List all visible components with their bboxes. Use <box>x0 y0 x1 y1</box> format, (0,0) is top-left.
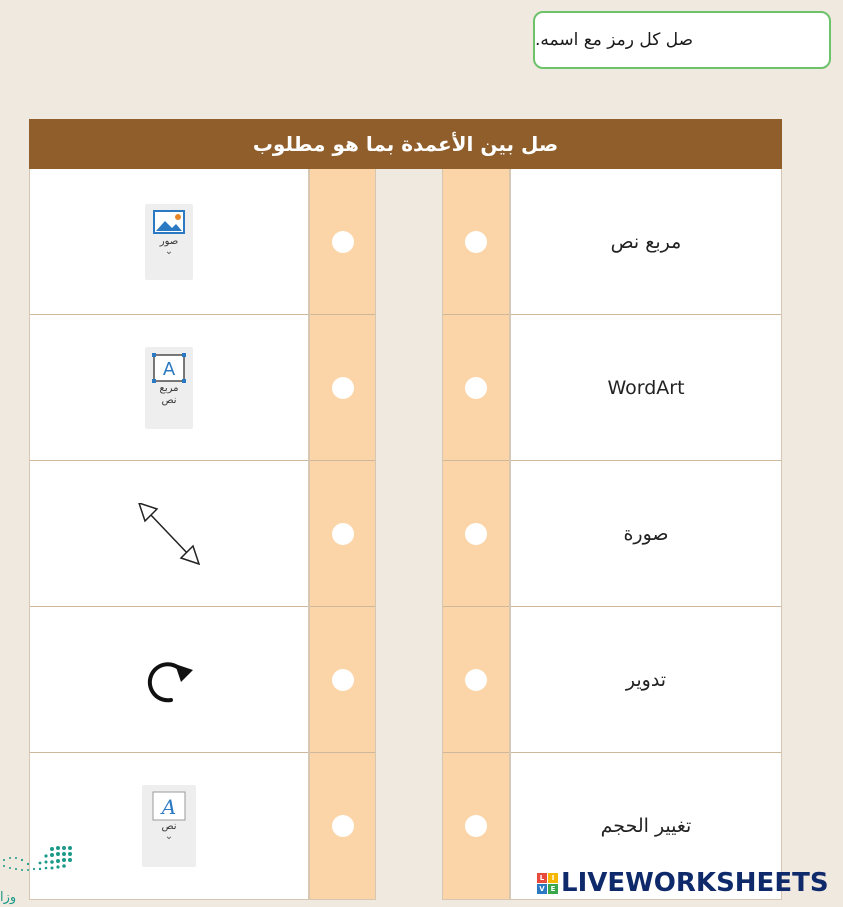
textbox-label-1: مربع <box>159 382 179 394</box>
svg-text:A: A <box>161 795 177 819</box>
textbox-button <box>145 347 193 429</box>
chevron-down-icon: ⌄ <box>164 831 174 842</box>
instruction-text: صل كل رمز مع اسمه. <box>535 30 694 50</box>
icon-cell-rotate <box>30 607 308 753</box>
ministry-text: وزا <box>0 890 17 905</box>
word-wordart: WordArt <box>607 376 685 399</box>
liveworksheets-logo[interactable] <box>537 868 829 898</box>
icon-cell-pictures <box>30 169 308 315</box>
icons-column <box>29 169 309 900</box>
icon-cell-resize <box>30 461 308 607</box>
wordart-button <box>142 785 196 867</box>
pictures-label: صور <box>159 235 179 247</box>
word-resize: تغيير الحجم <box>600 815 692 837</box>
match-dot-left-5[interactable] <box>332 815 354 837</box>
resize-arrow-icon <box>137 503 201 565</box>
textbox-label-2: نص <box>161 394 177 406</box>
match-dot-left-2[interactable] <box>332 377 354 399</box>
rotate-icon <box>141 654 197 706</box>
ministry-dots-icon <box>0 840 80 880</box>
ministry-logo <box>0 840 80 907</box>
table-title: صل بين الأعمدة بما هو مطلوب <box>29 119 782 169</box>
word-picture: صورة <box>623 522 669 545</box>
instruction-box <box>533 11 831 69</box>
icon-cell-textbox <box>30 315 308 461</box>
match-dot-right-4[interactable] <box>465 669 487 691</box>
match-dot-right-1[interactable] <box>465 231 487 253</box>
textbox-icon <box>152 353 186 383</box>
match-dot-left-1[interactable] <box>332 231 354 253</box>
match-dot-right-3[interactable] <box>465 523 487 545</box>
word-rotate: تدوير <box>625 668 667 691</box>
wordart-icon <box>152 791 186 821</box>
liveworksheets-text: LIVEWORKSHEETS <box>561 868 829 898</box>
match-dot-right-5[interactable] <box>465 815 487 837</box>
wordart-label: نص <box>161 821 177 832</box>
svg-text:A: A <box>162 358 176 380</box>
match-dot-left-4[interactable] <box>332 669 354 691</box>
match-dot-right-2[interactable] <box>465 377 487 399</box>
words-column <box>510 169 782 900</box>
match-dot-left-3[interactable] <box>332 523 354 545</box>
liveworksheets-badge-icon: L I V E <box>537 873 558 894</box>
word-textbox: مربع نص <box>610 230 682 253</box>
chevron-down-icon: ⌄ <box>164 245 174 257</box>
left-dots-column <box>309 169 376 900</box>
pictures-icon <box>153 210 185 236</box>
pictures-button <box>145 204 193 280</box>
right-dots-column <box>442 169 510 900</box>
